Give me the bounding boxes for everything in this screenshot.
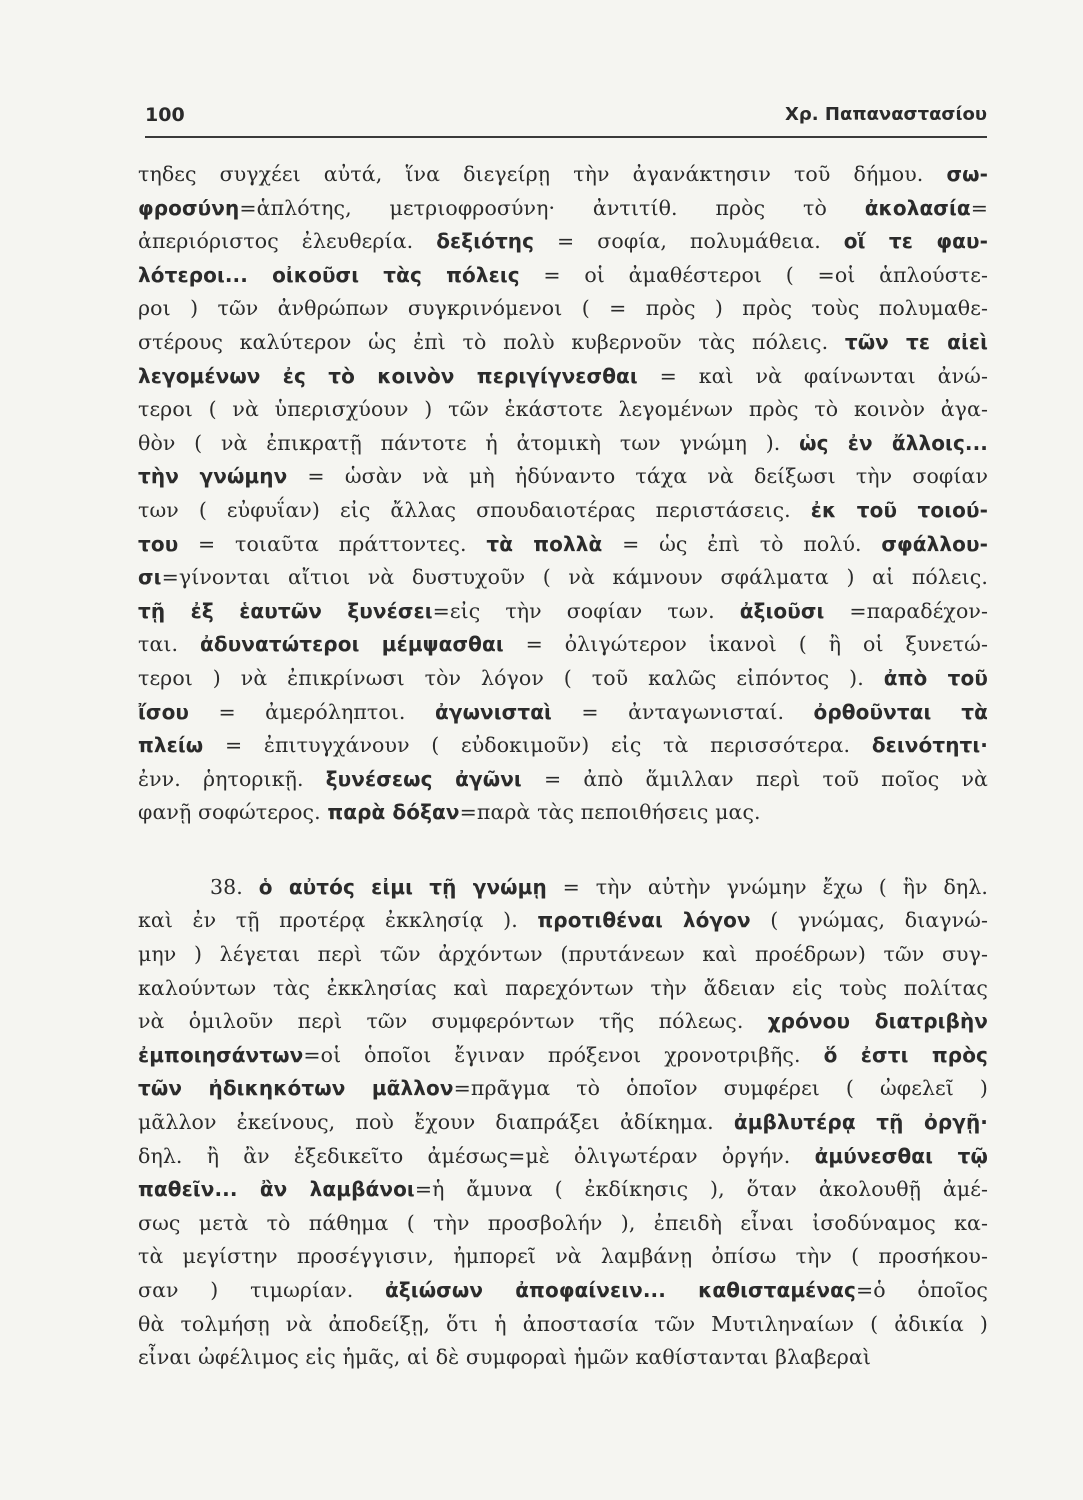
text-line — [138, 259, 988, 293]
gloss-text: = τοιαῦτα πράττοντες. — [178, 531, 487, 556]
gloss-text: = ἐπιτυγχάνουν ( εὐδοκιμοῦν) εἰς τὰ περισσότερα. — [203, 733, 872, 758]
text-line — [138, 158, 988, 192]
lemma-term: παρὰ δόξαν — [327, 800, 460, 825]
running-head: Χρ. Παπαναστασίου — [785, 104, 987, 125]
text-line — [138, 561, 988, 595]
text-line — [138, 763, 988, 797]
gloss-text: =γίνονται αἴτιοι νὰ δυστυχοῦν ( νὰ κάμνουν σφάλματα ) αἱ πόλεις. — [161, 565, 988, 590]
lemma-term: τῶν τε αἰεὶ — [844, 329, 989, 354]
text-line — [138, 494, 988, 528]
gloss-text: τηδες συγχέει αὐτά, ἵνα διεγείρῃ τὴν ἀγανάκτησιν τοῦ δήμου. — [138, 162, 947, 186]
text-line — [138, 360, 988, 394]
text-line — [138, 292, 988, 326]
gloss-text: φανῇ σοφώτερος. — [138, 800, 328, 825]
lemma-term: ξυνέσεως ἀγῶνι — [325, 766, 522, 791]
text-line — [138, 628, 988, 662]
gloss-text: = καὶ νὰ φαίνωνται ἀνώ- — [637, 363, 988, 388]
gloss-text: = ἀνταγωνισταί. — [551, 699, 814, 724]
text-line — [138, 871, 988, 905]
gloss-text: ται. — [138, 632, 201, 657]
lemma-term: προτιθέναι λόγον — [537, 908, 751, 933]
lemma-term: ὅ ἐστι πρὸς — [823, 1042, 988, 1067]
paragraph-gap — [138, 830, 988, 871]
gloss-text: = ὀλιγώτερον ἱκανοὶ ( ἢ οἱ ξυνετώ- — [503, 632, 988, 657]
lemma-term: φροσύνη — [138, 195, 240, 220]
gloss-text: = τὴν αὐτὴν γνώμην ἔχω ( ἣν δηλ. — [546, 874, 988, 899]
gloss-text: =παραδέχον- — [824, 598, 988, 623]
lemma-term: δεξιότης — [436, 229, 535, 254]
text-line — [138, 1341, 988, 1375]
text-line — [138, 1039, 988, 1073]
gloss-text: τεροι ( νὰ ὑπερισχύουν ) τῶν ἑκάστοτε λεγομένων πρὸς τὸ κοινὸν ἀγα- — [138, 397, 988, 422]
text-line — [138, 595, 988, 629]
paragraph — [138, 871, 988, 1375]
gloss-text: τὰ μεγίστην προσέγγισιν, ἠμπορεῖ νὰ λαμβάνῃ ὀπίσω τὴν ( προσήκου- — [138, 1244, 988, 1269]
lemma-term: ἀγωνισταὶ — [435, 699, 552, 724]
gloss-text: νὰ ὁμιλοῦν περὶ τῶν συμφερόντων τῆς πόλεως. — [138, 1009, 768, 1034]
text-line — [138, 1274, 988, 1308]
text-line — [138, 528, 988, 562]
lemma-term: τὰ πολλὰ — [486, 531, 603, 556]
text-line — [138, 796, 988, 830]
lemma-term: σφάλλου- — [881, 531, 988, 556]
text-line — [138, 972, 988, 1006]
gloss-text: = ἀπὸ ἅμιλλαν περὶ τοῦ ποῖος νὰ — [521, 766, 988, 791]
gloss-text: ἀπεριόριστος ἐλευθερία. — [138, 229, 437, 254]
lemma-term: ἀμύνεσθαι τῷ — [814, 1143, 988, 1168]
gloss-text: των ( εὐφυΐαν) εἰς ἄλλας σπουδαιοτέρας περιστάσεις. — [138, 497, 811, 522]
lemma-term: σι — [138, 565, 162, 590]
gloss-text: ροι ) τῶν ἀνθρώπων συγκρινόμενοι ( = πρὸς ) πρὸς τοὺς πολυμαθε- — [138, 296, 988, 321]
text-line — [138, 729, 988, 763]
lemma-term: ἀξιώσων ἀποφαίνειν... καθισταμένας — [385, 1278, 856, 1302]
page-number: 100 — [145, 104, 185, 126]
lemma-term: ἐκ τοῦ τοιού- — [810, 497, 988, 522]
gloss-text: = ὡς ἐπὶ τὸ πολύ. — [602, 531, 882, 556]
gloss-text: = ἀμερόληπτοι. — [189, 699, 435, 724]
text-line — [138, 427, 988, 461]
gloss-text: στέρους καλύτερον ὡς ἐπὶ τὸ πολὺ κυβερνοῦν τὰς πόλεις. — [138, 329, 845, 354]
lemma-term: λεγομένων ἐς τὸ κοινὸν περιγίγνεσθαι — [138, 363, 638, 388]
text-line — [138, 1072, 988, 1106]
lemma-term: ἀκολασία — [864, 195, 971, 220]
gloss-text: = σοφία, πολυμάθεια. — [534, 229, 844, 254]
gloss-text: = — [970, 195, 988, 220]
gloss-text: =παρὰ τὰς πεποιθήσεις μας. — [459, 800, 761, 825]
gloss-text: μᾶλλον ἐκείνους, ποὺ ἔχουν διαπράξει ἀδίκημα. — [138, 1110, 734, 1135]
gloss-text: =πρᾶγμα τὸ ὁποῖον συμφέρει ( ὠφελεῖ ) — [453, 1076, 988, 1101]
text-line — [138, 225, 988, 259]
gloss-text: ( γνώμας, διαγνώ- — [750, 908, 988, 933]
lemma-term: τὴν γνώμην — [138, 464, 288, 489]
text-line — [138, 1308, 988, 1342]
gloss-text: καλούντων τὰς ἐκκλησίας καὶ παρεχόντων τὴν ἄδειαν εἰς τοὺς πολίτας — [138, 975, 988, 1000]
lemma-term: τῇ ἐξ ἑαυτῶν ξυνέσει — [138, 598, 433, 623]
gloss-text: σως μετὰ τὸ πάθημα ( τὴν προσβολήν ), ἐπειδὴ εἶναι ἰσοδύναμος κα- — [138, 1210, 988, 1235]
text-line — [138, 326, 988, 360]
lemma-term: ὀρθοῦνται τὰ — [813, 699, 989, 724]
lemma-term: δεινότητι· — [871, 733, 988, 758]
gloss-text: =ἁπλότης, μετριοφροσύνη· ἀντιτίθ. πρὸς τὸ — [239, 195, 865, 220]
text-line — [138, 1140, 988, 1174]
gloss-text: θὰ τολμήσῃ νὰ ἀποδείξῃ, ὅτι ἡ ἀποστασία τῶν Μυτιληναίων ( ἀδικία ) — [138, 1311, 988, 1336]
gloss-text: εἶναι ὠφέλιμος εἰς ἡμᾶς, αἱ δὲ συμφοραὶ ἡμῶν καθίστανται βλαβεραὶ — [138, 1345, 872, 1370]
lemma-term: χρόνου διατριβὴν — [767, 1009, 989, 1034]
lemma-term: πλείω — [138, 733, 204, 758]
text-line — [138, 904, 988, 938]
gloss-text: =εἰς τὴν σοφίαν των. — [432, 598, 740, 623]
lemma-term: ὡς ἐν ἄλλοις... — [799, 430, 988, 455]
text-line — [138, 938, 988, 972]
gloss-text: καὶ ἐν τῇ προτέρᾳ ἐκκλησίᾳ ). — [138, 908, 538, 933]
lemma-term: ὁ αὐτός εἰμι τῇ γνώμῃ — [258, 874, 547, 899]
lemma-term: σω- — [946, 162, 988, 186]
body-text — [138, 158, 988, 1375]
gloss-text: θὸν ( νὰ ἐπικρατῇ πάντοτε ἡ ἀτομικὴ των γνώμη ). — [138, 430, 800, 455]
gloss-text: μην ) λέγεται περὶ τῶν ἀρχόντων (πρυτάνεων καὶ προέδρων) τῶν συγ- — [138, 942, 988, 967]
gloss-text: δηλ. ἢ ἂν ἐξεδικεῖτο ἀμέσως=μὲ ὀλιγωτέραν ὀργήν. — [138, 1143, 815, 1168]
text-line — [138, 1173, 988, 1207]
lemma-term: ἴσου — [138, 699, 190, 724]
gloss-text: = ὡσὰν νὰ μὴ ἠδύναντο τάχα νὰ δείξωσι τὴν σοφίαν — [287, 464, 989, 489]
gloss-text: = οἱ ἀμαθέστεροι ( =οἱ ἁπλούστε- — [519, 262, 988, 287]
lemma-term: ἀδυνατώτεροι μέμψασθαι — [200, 632, 504, 657]
lemma-term: του — [138, 531, 179, 556]
gloss-text: 38. — [210, 874, 259, 899]
lemma-term: ἀπὸ τοῦ — [883, 665, 988, 690]
lemma-term: ἀξιοῦσι — [739, 598, 825, 623]
lemma-term: λότεροι... οἰκοῦσι τὰς πόλεις — [138, 262, 520, 287]
text-line — [138, 1207, 988, 1241]
gloss-text: τεροι ) νὰ ἐπικρίνωσι τὸν λόγον ( τοῦ καλῶς εἰπόντος ). — [138, 665, 884, 690]
text-line — [138, 393, 988, 427]
text-line — [138, 192, 988, 226]
lemma-term: ἐμποιησάντων — [138, 1042, 304, 1067]
text-line — [138, 1240, 988, 1274]
gloss-text: =οἱ ὁποῖοι ἔγιναν πρόξενοι χρονοτριβῆς. — [303, 1042, 824, 1067]
paragraph — [138, 158, 988, 830]
text-line — [138, 460, 988, 494]
gloss-text: =ἡ ἄμυνα ( ἐκδίκησις ), ὅταν ἀκολουθῇ ἀμέ- — [414, 1177, 988, 1202]
gloss-text: =ὁ ὁποῖος — [855, 1278, 988, 1302]
text-line — [138, 1106, 988, 1140]
lemma-term: οἵ τε φαυ- — [843, 229, 988, 254]
text-line — [138, 662, 988, 696]
lemma-term: τῶν ἠδικηκότων μᾶλλον — [138, 1076, 454, 1101]
page-header — [145, 100, 987, 138]
text-line — [138, 1005, 988, 1039]
gloss-text: σαν ) τιμωρίαν. — [138, 1278, 386, 1302]
gloss-text: ἐνν. ῥητορικῇ. — [138, 766, 326, 791]
text-line — [138, 696, 988, 730]
lemma-term: παθεῖν... ἂν λαμβάνοι — [138, 1177, 415, 1202]
lemma-term: ἀμβλυτέρᾳ τῇ ὀργῇ· — [733, 1110, 988, 1135]
